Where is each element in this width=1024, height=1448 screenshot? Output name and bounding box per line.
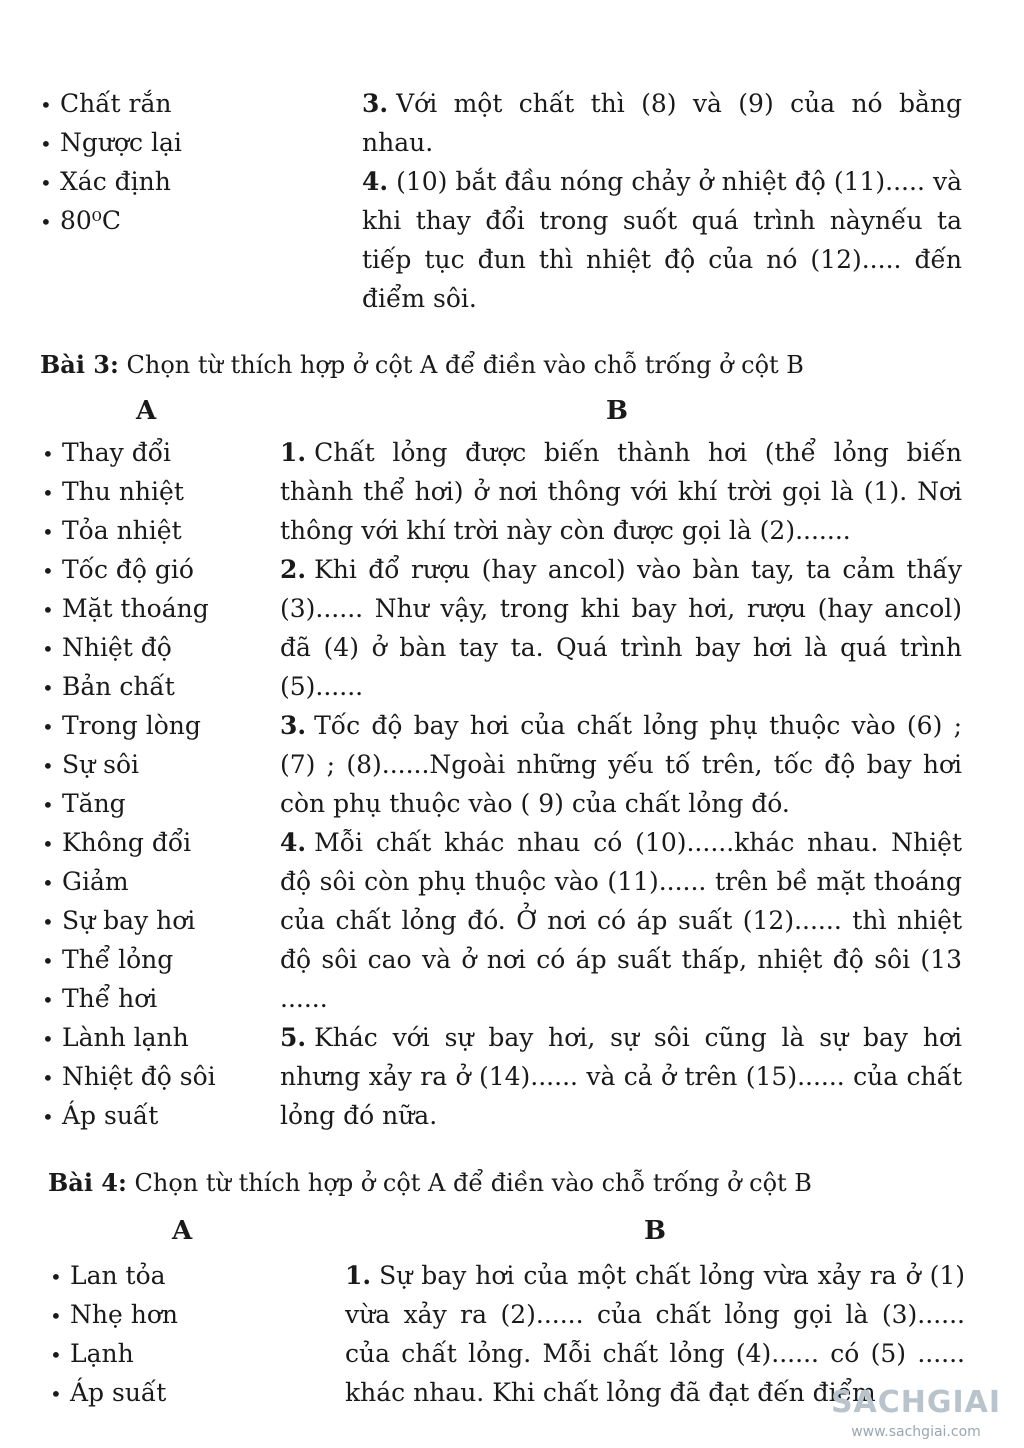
word-item: • Giảm — [42, 862, 272, 901]
bai4-label: Bài 4: — [48, 1168, 127, 1197]
word-item: • Tỏa nhiệt — [42, 511, 272, 550]
bai3-column-a — [42, 433, 272, 1135]
word-item: • Tăng — [42, 784, 272, 823]
word-item: • Thể hơi — [42, 979, 272, 1018]
question-text: Mỗi chất khác nhau có (10)......khác nhau. Nhiệt độ sôi còn phụ thuộc vào (11)...... trên bề mặt thoáng của chất lỏng đó. Ở nơi có áp suất (12)...... thì nhiệt độ sôi cao và ở nơi có áp suất thấp, nhiệt độ sôi (13 ...... — [280, 828, 962, 1013]
question-number: 2. — [280, 555, 307, 584]
bai3-header-a: A — [136, 396, 157, 426]
question-item — [280, 550, 962, 706]
question-text: Khác với sự bay hơi, sự sôi cũng là sự bay hơi nhưng xảy ra ở (14)...... và cả ở trên (15)...... của chất lỏng đó nữa. — [280, 1023, 962, 1130]
word-item: • Xác định — [40, 162, 340, 201]
question-number: 1. — [280, 438, 307, 467]
word-item: • Áp suất — [50, 1373, 310, 1412]
question-number: 5. — [280, 1023, 307, 1052]
watermark-url: www.sachgiai.com — [851, 1424, 981, 1440]
watermark — [816, 1385, 1016, 1440]
bai3-label: Bài 3: — [40, 350, 119, 379]
question-text: Sự bay hơi của một chất lỏng vừa xảy ra ở (1) vừa xảy ra (2)...... của chất lỏng gọi là (3)...... của chất lỏng. Mỗi chất lỏng (4)...... có (5) ...... khác nhau. Khi chất lỏng đã đạt đến điểm — [345, 1261, 965, 1407]
question-text: Chất lỏng được biến thành hơi (thể lỏng biến thành thể hơi) ở nơi thông với khí trời gọi là (1). Nơi thông với khí trời này còn được gọi là (2)....... — [280, 438, 962, 545]
bai4-instruction: Chọn từ thích hợp ở cột A để điền vào chỗ trống ở cột B — [134, 1169, 812, 1197]
question-number: 4. — [280, 828, 307, 857]
bai4-title — [48, 1166, 812, 1200]
bai4-header-a: A — [172, 1216, 193, 1246]
word-item: • Lành lạnh — [42, 1018, 272, 1057]
question-item — [280, 823, 962, 1018]
question-item — [280, 706, 962, 823]
word-item: • Không đổi — [42, 823, 272, 862]
bai3-header-b: B — [606, 396, 628, 426]
word-item: • Thể lỏng — [42, 940, 272, 979]
word-item: • Nhiệt độ — [42, 628, 272, 667]
question-number: 3. — [362, 89, 389, 118]
question-text: Tốc độ bay hơi của chất lỏng phụ thuộc vào (6) ; (7) ; (8)......Ngoài những yếu tố trên, tốc độ bay hơi còn phụ thuộc vào ( 9) của chất lỏng đó. — [280, 711, 962, 818]
watermark-logo: SACHGIAI — [830, 1385, 1002, 1420]
question-item — [280, 433, 962, 550]
word-item: • Mặt thoáng — [42, 589, 272, 628]
question-number: 1. — [345, 1261, 372, 1290]
word-item: • Áp suất — [42, 1096, 272, 1135]
question-text: Với một chất thì (8) và (9) của nó bằng nhau. — [362, 89, 962, 157]
word-item: • Bản chất — [42, 667, 272, 706]
question-item — [362, 162, 962, 318]
question-item — [280, 1018, 962, 1135]
word-item: • Nhiệt độ sôi — [42, 1057, 272, 1096]
bai3-column-b — [280, 433, 962, 1135]
question-text: Khi đổ rượu (hay ancol) vào bàn tay, ta cảm thấy (3)...... Như vậy, trong khi bay hơi, rượu (hay ancol) đã (4) ở bàn tay ta. Quá trình bay hơi là quá trình (5)...... — [280, 555, 962, 701]
word-item: • Lan tỏa — [50, 1256, 310, 1295]
top-column-a — [40, 84, 340, 240]
question-text: (10) bắt đầu nóng chảy ở nhiệt độ (11)..... và khi thay đổi trong suốt quá trình nàynếu ta tiếp tục đun thì nhiệt độ của nó (12)..... đến điểm sôi. — [362, 167, 962, 313]
word-item: • Tốc độ gió — [42, 550, 272, 589]
word-item: • Nhẹ hơn — [50, 1295, 310, 1334]
word-item: • Sự bay hơi — [42, 901, 272, 940]
bai4-header-b: B — [644, 1216, 666, 1246]
word-item: • 80⁰C — [40, 201, 340, 240]
word-item: • Trong lòng — [42, 706, 272, 745]
question-number: 3. — [280, 711, 307, 740]
bai3-title — [40, 348, 804, 382]
bai4-column-a — [50, 1256, 310, 1412]
word-item: • Chất rắn — [40, 84, 340, 123]
bai3-instruction: Chọn từ thích hợp ở cột A để điền vào chỗ trống ở cột B — [126, 351, 804, 379]
top-column-b — [362, 84, 962, 318]
word-item: • Lạnh — [50, 1334, 310, 1373]
word-item: • Thay đổi — [42, 433, 272, 472]
question-item — [362, 84, 962, 162]
word-item: • Thu nhiệt — [42, 472, 272, 511]
word-item: • Ngược lại — [40, 123, 340, 162]
word-item: • Sự sôi — [42, 745, 272, 784]
question-number: 4. — [362, 167, 389, 196]
